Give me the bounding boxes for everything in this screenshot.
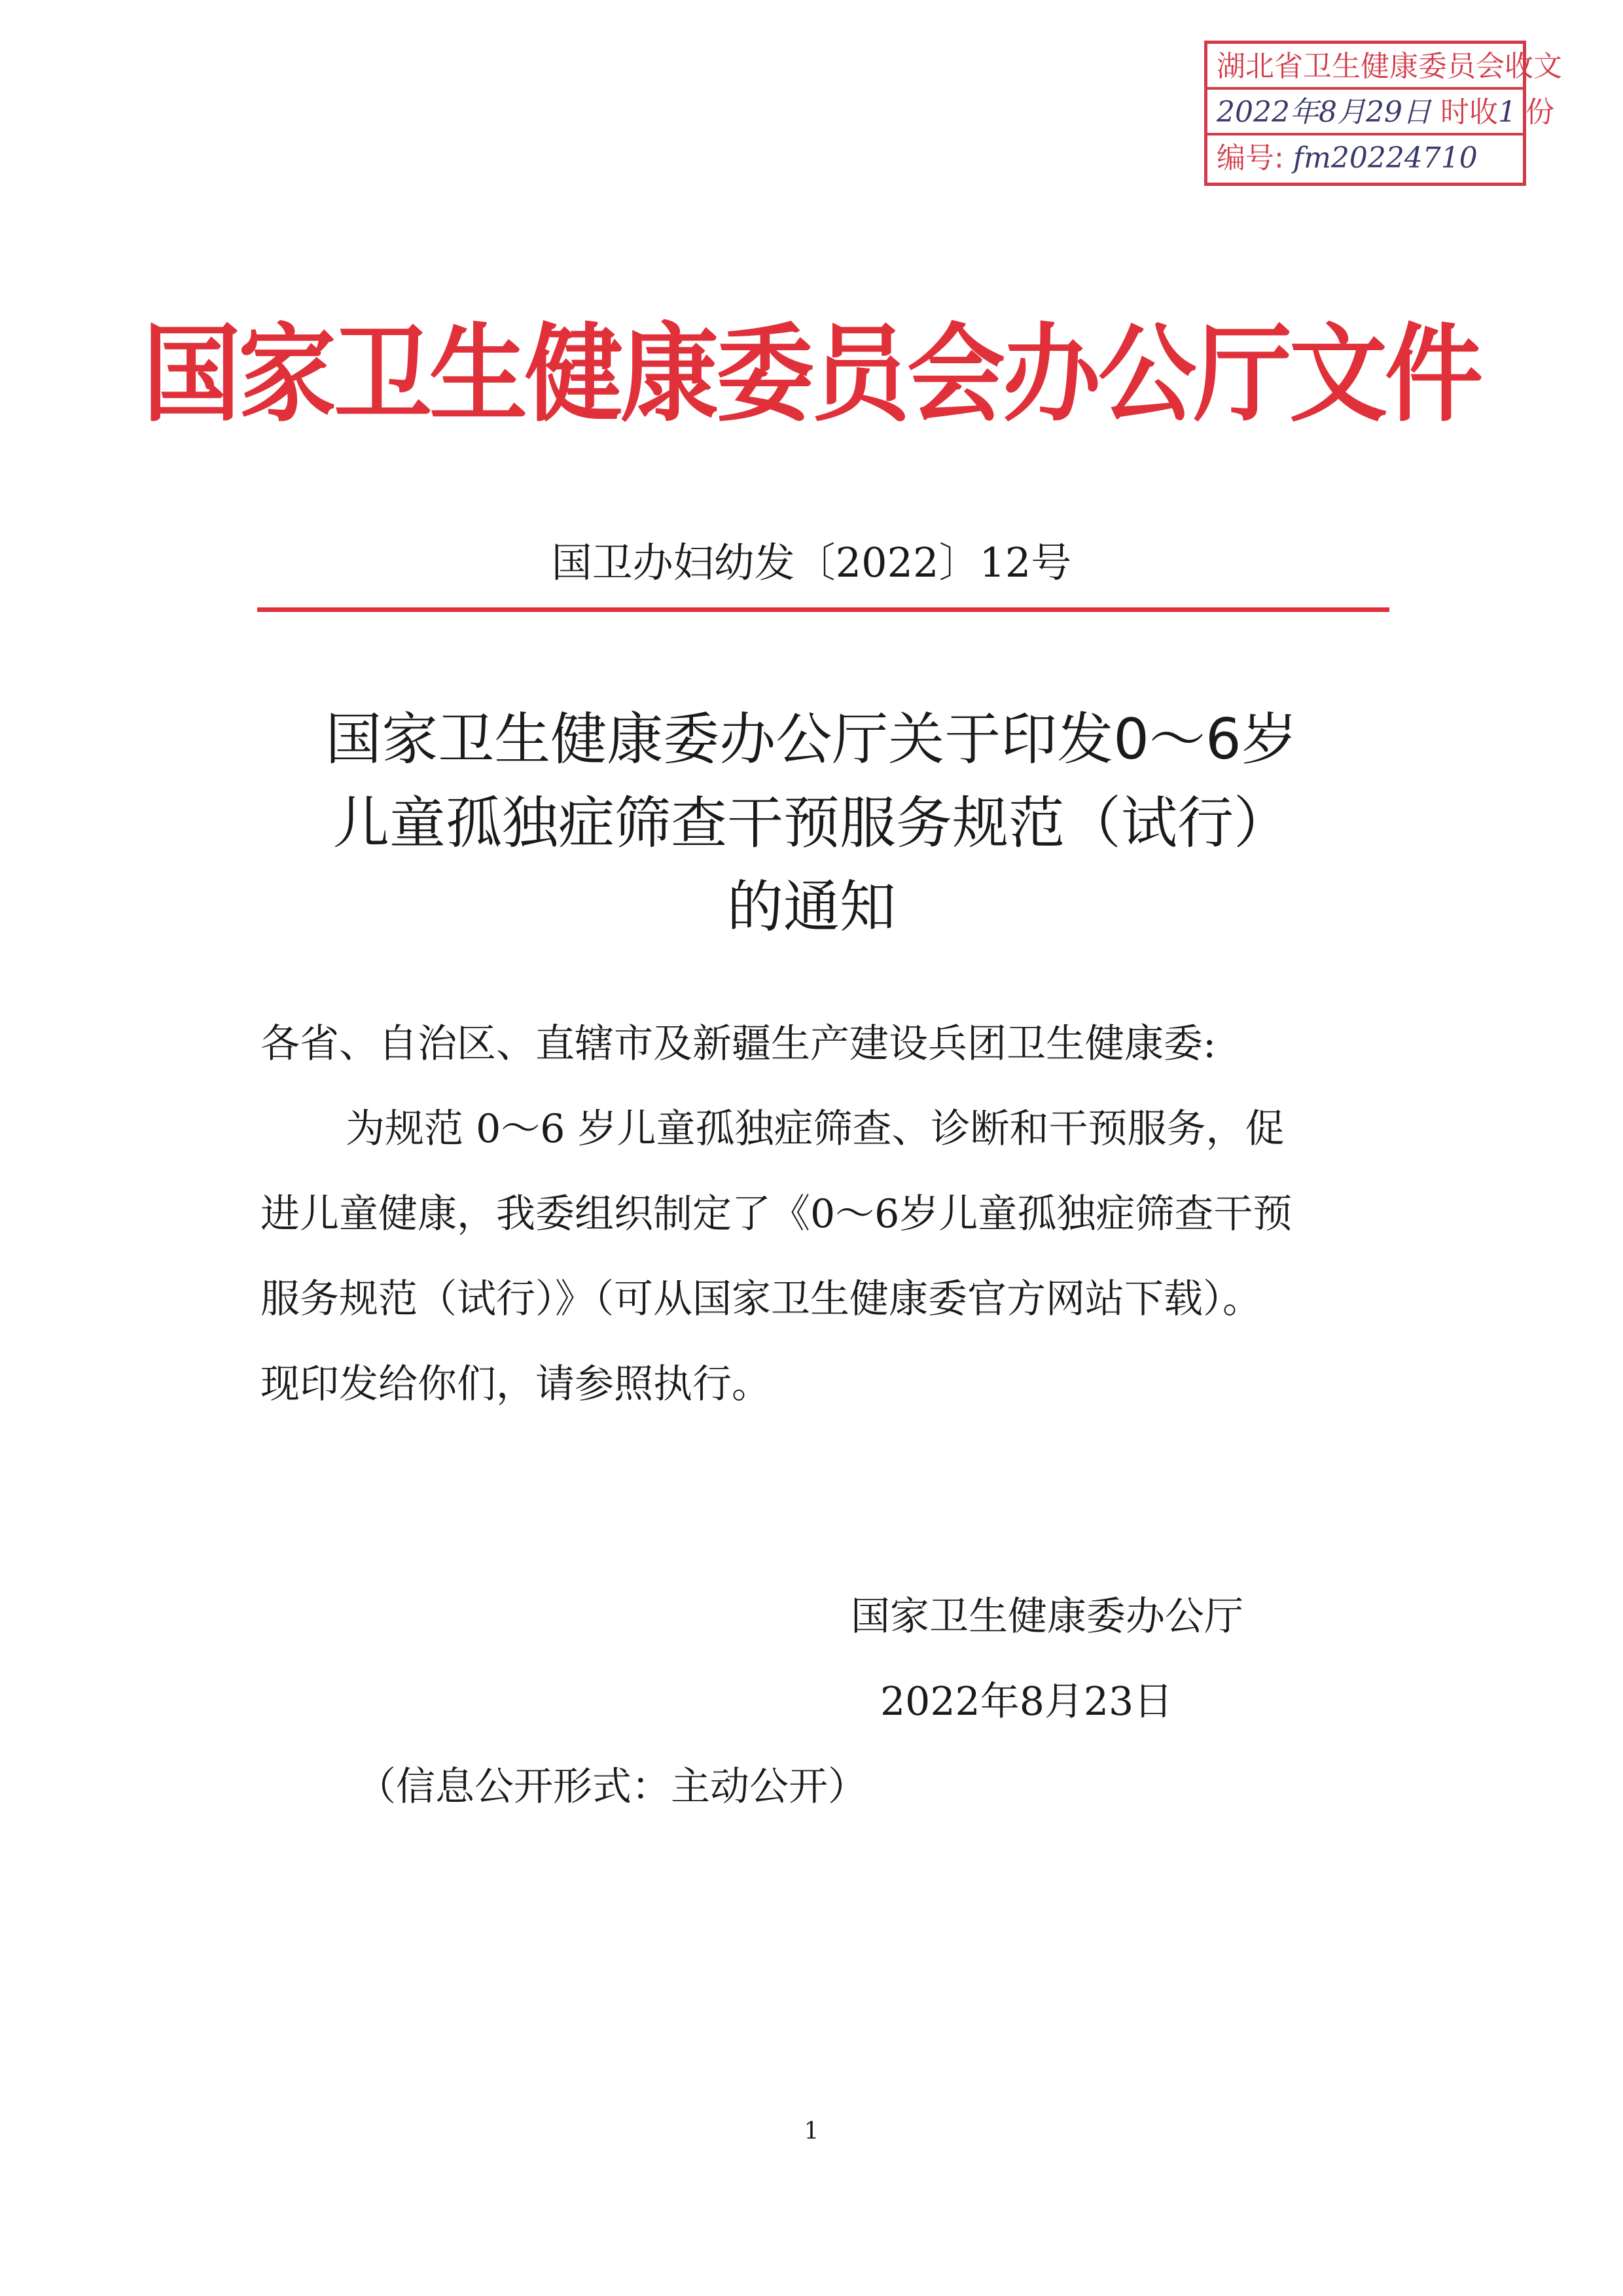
title-line-3: 的通知 <box>727 874 896 940</box>
page-number: 1 <box>804 2118 819 2145</box>
salutation: 各省、自治区、直辖市及新疆生产建设兵团卫生健康委: <box>260 1021 1217 1067</box>
stamp-time-label: 时收 <box>1440 96 1498 129</box>
stamp-number-value: fm20224710 <box>1293 141 1478 175</box>
body-paragraph <box>260 1086 1393 1427</box>
red-separator-rule <box>257 607 1389 612</box>
issuer-signature: 国家卫生健康委办公厅 <box>851 1594 1243 1640</box>
stamp-copy-unit: 份 <box>1525 96 1554 129</box>
stamp-received-date: 2022年8月29日 <box>1217 96 1431 129</box>
issue-date: 2022年8月23日 <box>880 1679 1173 1725</box>
red-masthead: 国家卫生健康委员会办公厅文件 <box>142 314 1480 437</box>
stamp-header: 湖北省卫生健康委员会收文 <box>1207 44 1523 90</box>
title-line-1: 国家卫生健康委办公厅关于印发0～6岁 <box>325 707 1298 772</box>
disclosure-note: （信息公开形式：主动公开） <box>357 1764 867 1810</box>
paragraph-line-4: 现印发给你们，请参照执行。 <box>260 1361 771 1407</box>
paragraph-line-2: 进儿童健康，我委组织制定了《0～6岁儿童孤独症筛查干预 <box>260 1191 1293 1237</box>
stamp-number-label: 编号: <box>1217 141 1284 175</box>
stamp-copy-count: 1 <box>1497 96 1516 129</box>
receipt-stamp <box>1204 41 1562 186</box>
notice-title <box>0 698 1623 949</box>
stamp-received-row <box>1207 90 1554 135</box>
paragraph-line-1: 为规范 0～6 岁儿童孤独症筛查、诊断和干预服务，促 <box>346 1106 1285 1152</box>
stamp-number-row <box>1207 135 1523 181</box>
paragraph-line-3: 服务规范（试行）》（可从国家卫生健康委官方网站下载）。 <box>260 1276 1262 1322</box>
title-line-2: 儿童孤独症筛查干预服务规范（试行） <box>333 791 1290 856</box>
document-number: 国卫办妇幼发〔2022〕12号 <box>551 539 1072 586</box>
